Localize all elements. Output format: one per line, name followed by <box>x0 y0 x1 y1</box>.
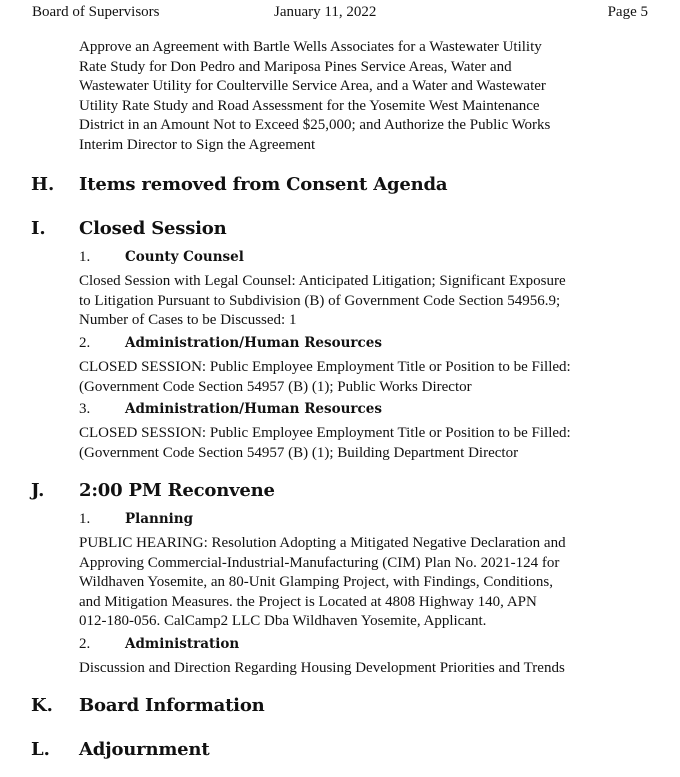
intro-line: Approve an Agreement with Bartle Wells Associates for a Wastewater Utility <box>79 39 542 55</box>
item-line: PUBLIC HEARING: Resolution Adopting a Mitigated Negative Declaration and <box>79 535 566 551</box>
section-i-item-1-text <box>79 272 654 331</box>
section-h-letter: H. <box>31 174 55 195</box>
section-j-item-2-title: Administration <box>125 636 240 652</box>
item-line: CLOSED SESSION: Public Employee Employment Title or Position to be Filled: <box>79 359 571 375</box>
intro-line: Rate Study for Don Pedro and Mariposa Pines Service Areas, Water and <box>79 58 512 75</box>
section-i-item-2-number: 2. <box>79 335 91 351</box>
section-h-title: Items removed from Consent Agenda <box>79 174 448 195</box>
section-j-item-2-number: 2. <box>79 636 91 652</box>
section-i-item-2-title: Administration/Human Resources <box>125 335 382 351</box>
item-line: (Government Code Section 54957 (B) (1); Public Works Director <box>79 378 472 395</box>
header-date: January 11, 2022 <box>274 4 377 20</box>
intro-line: Interim Director to Sign the Agreement <box>79 136 316 153</box>
intro-line: Utility Rate Study and Road Assessment for the Yosemite West Maintenance <box>79 97 540 114</box>
item-line: CLOSED SESSION: Public Employee Employment Title or Position to be Filled: <box>79 425 571 441</box>
item-line: 012-180-056. CalCamp2 LLC Dba Wildhaven Yosemite, Applicant. <box>79 613 487 630</box>
section-i-title: Closed Session <box>79 218 227 239</box>
section-i-letter: I. <box>31 218 46 239</box>
intro-paragraph <box>79 38 654 156</box>
section-j-item-1-number: 1. <box>79 511 91 527</box>
header-board-name: Board of Supervisors <box>32 4 160 20</box>
section-l-title: Adjournment <box>79 739 210 760</box>
section-j-item-1-title: Planning <box>125 511 194 527</box>
intro-line: Wastewater Utility for Coulterville Service Area, and a Water and Wastewater <box>79 78 546 95</box>
section-i-item-3-text <box>79 424 654 463</box>
section-i-item-1-title: County Counsel <box>125 249 244 265</box>
section-k-title: Board Information <box>79 695 265 716</box>
item-line: Closed Session with Legal Counsel: Anticipated Litigation; Significant Exposure <box>79 273 566 289</box>
item-line: Wildhaven Yosemite, an 80-Unit Glamping Project, with Findings, Conditions, <box>79 574 553 591</box>
section-i-item-3-number: 3. <box>79 401 91 417</box>
item-line: to Litigation Pursuant to Subdivision (B) of Government Code Section 54956.9; <box>79 292 561 309</box>
item-line: Number of Cases to be Discussed: 1 <box>79 312 297 329</box>
item-line: and Mitigation Measures. the Project is Located at 4808 Highway 140, APN <box>79 593 537 610</box>
section-l-letter: L. <box>31 739 50 760</box>
section-i-item-3-title: Administration/Human Resources <box>125 401 382 417</box>
item-line: Approving Commercial-Industrial-Manufacturing (CIM) Plan No. 2021-124 for <box>79 554 560 571</box>
section-k-letter: K. <box>31 695 53 716</box>
item-line: (Government Code Section 54957 (B) (1); Building Department Director <box>79 444 519 461</box>
section-j-item-2-text <box>79 659 654 679</box>
section-j-letter: J. <box>31 480 45 501</box>
section-j-title: 2:00 PM Reconvene <box>79 480 275 501</box>
header-page-number: Page 5 <box>607 4 648 20</box>
section-j-item-1-text <box>79 534 654 632</box>
section-i-item-2-text <box>79 358 654 397</box>
item-line: Discussion and Direction Regarding Housing Development Priorities and Trends <box>79 660 565 676</box>
section-i-item-1-number: 1. <box>79 249 91 265</box>
page-header <box>32 4 648 24</box>
intro-line: District in an Amount Not to Exceed $25,000; and Authorize the Public Works <box>79 117 551 134</box>
